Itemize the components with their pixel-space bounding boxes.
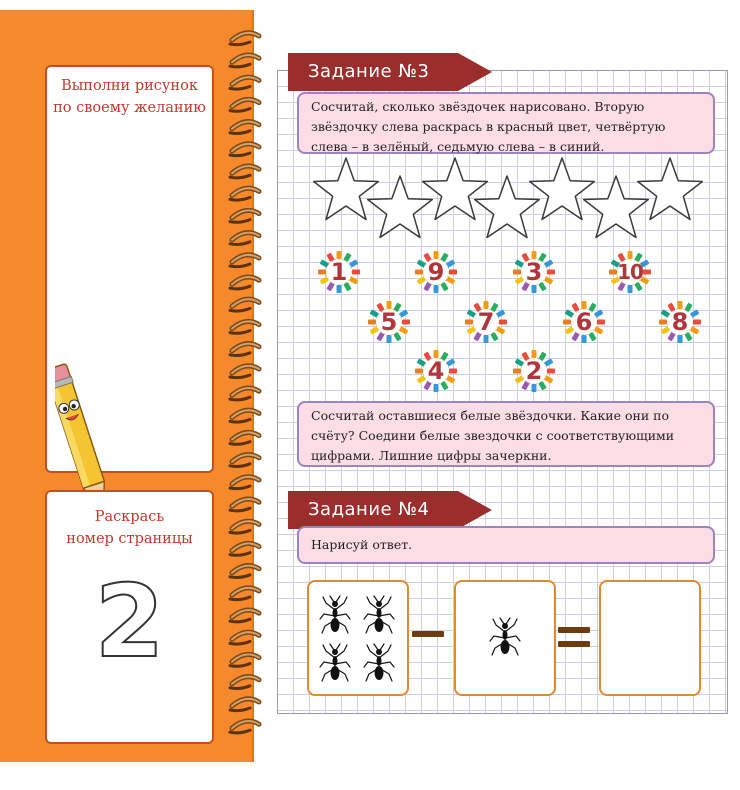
spiral-ring xyxy=(230,721,259,733)
number-badge-label: 10 xyxy=(617,260,643,284)
spiral-ring xyxy=(230,344,259,356)
spiral-ring xyxy=(230,299,259,311)
ant-icon xyxy=(364,596,394,633)
spiral-ring xyxy=(230,233,259,245)
spiral-ring xyxy=(230,477,259,489)
task3-instruction: Сосчитай, сколько звёздочек нарисовано. Вторую звёздочку слева раскрась в красный цвет, четвёртую слева – в зелёный, седьмую слева – в синий. xyxy=(297,92,715,154)
spiral-ring xyxy=(230,610,259,622)
number-badge-label: 1 xyxy=(330,258,348,286)
ant-icon xyxy=(320,644,350,681)
spiral-ring xyxy=(230,210,259,222)
number-badge[interactable] xyxy=(513,350,555,392)
minuend-box xyxy=(307,580,409,696)
number-badge[interactable] xyxy=(659,301,701,343)
page-number-outline[interactable]: 2 xyxy=(94,563,165,680)
subtrahend-box xyxy=(454,580,556,696)
page-number-panel[interactable] xyxy=(45,490,214,744)
number-badge[interactable] xyxy=(563,301,605,343)
task3-instruction-2: Сосчитай оставшиеся белые звёздочки. Какие они по счёту? Соедини белые звездочки с соответствующими цифрами. Лишние цифры зачеркни. xyxy=(297,401,715,467)
spiral-binding xyxy=(226,26,266,738)
star-icon[interactable] xyxy=(636,156,704,228)
number-badge-label: 2 xyxy=(525,357,543,385)
spiral-ring xyxy=(230,33,259,45)
number-badge-label: 4 xyxy=(427,357,445,385)
spiral-ring xyxy=(230,566,259,578)
drawing-panel-title: Выполни рисунок по своему желанию xyxy=(53,78,206,116)
number-badge[interactable] xyxy=(318,251,360,293)
spiral-ring xyxy=(230,321,259,333)
number-badge[interactable] xyxy=(513,251,555,293)
spiral-ring xyxy=(230,166,259,178)
ants-group xyxy=(456,582,554,694)
spiral-ring xyxy=(230,588,259,600)
task4-title: Задание №4 xyxy=(308,499,430,520)
number-badge[interactable] xyxy=(368,301,410,343)
spiral-ring xyxy=(230,521,259,533)
spiral-ring xyxy=(230,277,259,289)
spiral-ring xyxy=(230,366,259,378)
number-badge-label: 8 xyxy=(671,308,689,336)
spiral-ring xyxy=(230,543,259,555)
number-badge-label: 7 xyxy=(477,308,495,336)
spiral-ring xyxy=(230,188,259,200)
number-badge-label: 9 xyxy=(427,258,445,286)
drawing-panel[interactable] xyxy=(45,65,214,473)
ant-icon xyxy=(320,596,350,633)
number-badge[interactable] xyxy=(415,251,457,293)
spiral-ring xyxy=(230,77,259,89)
equals-sign-icon xyxy=(556,624,592,652)
ant-icon xyxy=(364,644,394,681)
spiral-ring xyxy=(230,388,259,400)
spiral-ring xyxy=(230,255,259,267)
answer-box[interactable] xyxy=(599,580,701,696)
number-badge[interactable] xyxy=(465,301,507,343)
spiral-ring xyxy=(230,499,259,511)
number-badge-label: 3 xyxy=(525,258,543,286)
number-badge-label: 6 xyxy=(575,308,593,336)
minus-sign-icon xyxy=(411,628,445,640)
spiral-ring xyxy=(230,677,259,689)
task4-instruction: Нарисуй ответ. xyxy=(297,526,715,564)
task3-banner xyxy=(288,53,492,95)
spiral-ring xyxy=(230,632,259,644)
spiral-ring xyxy=(230,410,259,422)
spiral-ring xyxy=(230,455,259,467)
number-badge[interactable] xyxy=(609,251,651,293)
number-badge[interactable] xyxy=(415,350,457,392)
ants-group xyxy=(309,582,407,694)
spiral-ring xyxy=(230,122,259,134)
spiral-ring xyxy=(230,699,259,711)
spiral-ring xyxy=(230,432,259,444)
page-number-panel-title: Раскрась номер страницы xyxy=(66,509,193,547)
spiral-ring xyxy=(230,144,259,156)
number-badge-label: 5 xyxy=(380,308,398,336)
spiral-ring xyxy=(230,654,259,666)
task3-title: Задание №3 xyxy=(308,61,430,82)
left-orange-page xyxy=(0,10,254,762)
spiral-ring xyxy=(230,99,259,111)
spiral-ring xyxy=(230,55,259,67)
ant-icon xyxy=(490,618,520,655)
